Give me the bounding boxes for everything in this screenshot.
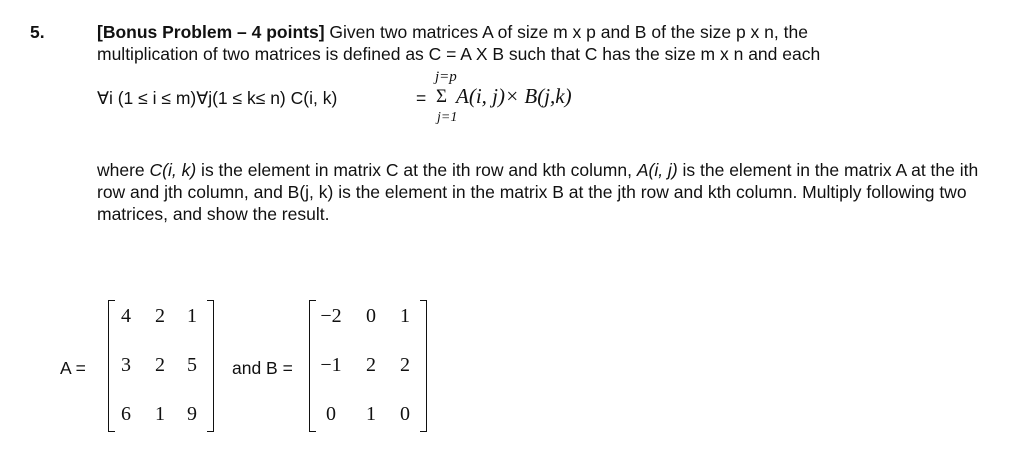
matrix-a-cell: 9 [187, 403, 197, 425]
right-bracket [207, 300, 214, 432]
matrix-b-cell: 0 [400, 403, 410, 425]
matrix-b [309, 300, 427, 430]
matrix-a-cell: 2 [155, 305, 165, 327]
c-ik-term: C(i, k) [149, 160, 197, 180]
right-bracket [420, 300, 427, 432]
matrix-b-cell: 1 [366, 403, 376, 425]
matrix-a-cell: 6 [121, 403, 131, 425]
matrix-a-label: A = [60, 358, 86, 378]
bonus-header: [Bonus Problem – 4 points] [97, 22, 325, 42]
matrix-b-cell: 0 [326, 403, 336, 425]
sigma-symbol: Σ [436, 86, 448, 107]
matrix-b-cell: −2 [320, 305, 342, 327]
paragraph-text: is the element in the matrix A at the ith row and jth column, and B(j, k) is the element in the matrix B at the jth row and kth column. Multiply following two matrices, and show the result. [97, 160, 979, 224]
matrix-b-cell: 2 [400, 354, 410, 376]
matrix-a-cell: 4 [121, 305, 131, 327]
matrix-a-cell: 5 [187, 354, 197, 376]
matrix-a-cell: 1 [187, 305, 197, 327]
paragraph-text: is the element in matrix C at the ith row and kth column, [196, 160, 637, 180]
matrix-a-cell: 3 [121, 354, 131, 376]
matrix-b-label: and B = [232, 358, 293, 378]
matrix-a-cell: 1 [155, 403, 165, 425]
formula-quantifiers: ∀i (1 ≤ i ≤ m)∀j(1 ≤ k≤ n) C(i, k) [97, 88, 338, 108]
paragraph-text: where [97, 160, 150, 180]
matrix-a [108, 300, 214, 430]
summation-term: A(i, j)× B(j,k) [456, 84, 572, 108]
problem-statement-line-1 [97, 21, 808, 43]
formula-equals: = [416, 88, 427, 108]
problem-statement-text: Given two matrices A of size m x p and B of the size p x n, the [324, 22, 808, 42]
problem-statement-line-2: multiplication of two matrices is defined as C = A X B such that C has the size m x n and each [97, 44, 821, 64]
explanation-paragraph [97, 159, 987, 225]
problem-number: 5. [30, 22, 45, 42]
sigma-upper-limit: j=p [435, 69, 457, 85]
a-ij-term: A(i, j) [636, 160, 678, 180]
matrix-b-cell: 2 [366, 354, 376, 376]
matrix-b-cell: 0 [366, 305, 376, 327]
sigma-lower-limit: j=1 [437, 110, 458, 125]
matrix-b-cell: −1 [320, 354, 342, 376]
matrix-a-cell: 2 [155, 354, 165, 376]
matrix-b-cell: 1 [400, 305, 410, 327]
